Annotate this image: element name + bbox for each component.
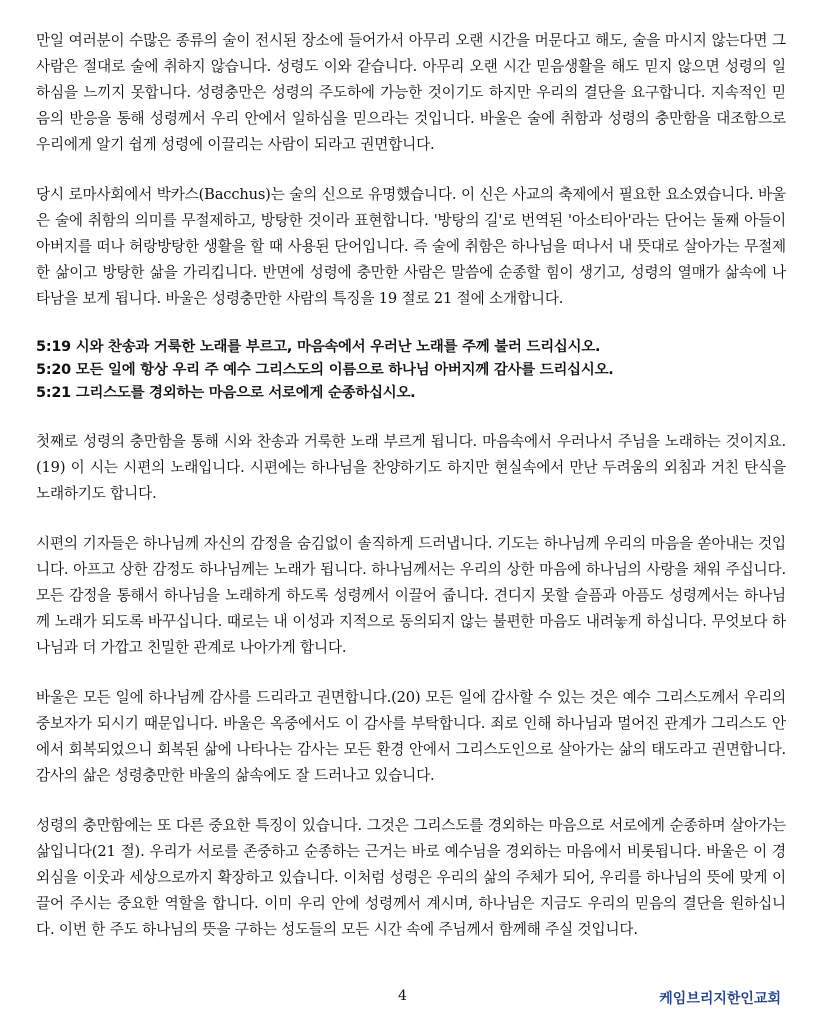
verse-5-21: 5:21 그리스도를 경외하는 마음으로 서로에게 순종하십시오. [36,385,416,401]
document-body [36,28,786,967]
paragraph-4: 시편의 기자들은 하나님께 자신의 감정을 숨김없이 솔직하게 드러냅니다. 기도는 하나님께 우리의 마음을 쏟아내는 것입니다. 아프고 상한 감정도 하나님께는 노래가 됩니다. 하나님께서는 우리의 상한 마음에 하나님의 사랑을 채워 주십니다. 모든 감정을 통해서 하나님을 노래하게 하도록 성령께서 이끌어 줍니다. 견디지 못할 슬픔과 아픔도 성령께서는 하나님께 노래가 되도록 바꾸십니다. 때로는 내 이성과 지적으로 동의되지 않는 불편한 마음도 내려놓게 하십니다. 무엇보다 하나님과 더 가깝고 친밀한 관계로 나아가게 합니다. [36,535,786,656]
scripture-verses [36,336,786,405]
paragraph-6: 성령의 충만함에는 또 다른 중요한 특징이 있습니다. 그것은 그리스도를 경외하는 마음으로 서로에게 순종하며 살아가는 삶입니다(21 절). 우리가 서로를 존중하고 순종하는 근거는 바로 예수님을 경외하는 마음에서 비롯됩니다. 바울은 이 경외심을 이웃과 세상으로까지 확장하고 있습니다. 이처럼 성령은 우리의 삶의 주체가 되어, 우리를 하나님의 뜻에 맞게 이끌어 주시는 중요한 역할을 합니다. 이미 우리 안에 성령께서 계시며, 하나님은 지금도 우리의 믿음의 결단을 원하십니다. 이번 한 주도 하나님의 뜻을 구하는 성도들의 모든 시간 속에 주님께서 함께해 주실 것입니다. [36,817,786,938]
paragraph-3: 첫째로 성령의 충만함을 통해 시와 찬송과 거룩한 노래 부르게 됩니다. 마음속에서 우러나서 주님을 노래하는 것이지요. (19) 이 시는 시편의 노래입니다. 시편에는 하나님을 찬양하기도 하지만 현실속에서 만난 두려움의 외침과 거친 탄식을 노래하기도 합니다. [36,433,786,502]
church-name: 케임브리지한인교회 [659,991,781,1007]
paragraph-2: 당시 로마사회에서 박카스(Bacchus)는 술의 신으로 유명했습니다. 이 신은 사교의 축제에서 필요한 요소였습니다. 바울은 술에 취함의 의미를 무절제하고, 방탕한 것이라 표현합니다. '방탕의 길'로 번역된 '아소티아'라는 단어는 둘째 아들이 아버지를 떠나 허랑방탕한 생활을 할 때 사용된 단어입니다. 즉 술에 취함은 하나님을 떠나서 내 뜻대로 살아가는 무절제한 삶이고 방탕한 삶을 가리킵니다. 반면에 성령에 충만한 사람은 말씀에 순종할 힘이 생기고, 성령의 열매가 삶속에 나타남을 보게 됩니다. 바울은 성령충만한 사람의 특징을 19 절로 21 절에 소개합니다. [36,186,786,307]
paragraph-5: 바울은 모든 일에 하나님께 감사를 드리라고 권면합니다.(20) 모든 일에 감사할 수 있는 것은 예수 그리스도께서 우리의 중보자가 되시기 때문입니다. 바울은 옥중에서도 이 감사를 부탁합니다. 죄로 인해 하나님과 멀어진 관계가 그리스도 안에서 회복되었으니 회복된 삶에 나타나는 감사는 모든 환경 안에서 그리스도인으로 살아가는 삶의 태도라고 권면합니다. 감사의 삶은 성령충만한 바울의 삶속에도 잘 드러나고 있습니다. [36,689,786,784]
page-number: 4 [398,988,407,1004]
paragraph-1: 만일 여러분이 수많은 종류의 술이 전시된 장소에 들어가서 아무리 오랜 시간을 머문다고 해도, 술을 마시지 않는다면 그 사람은 절대로 술에 취하지 않습니다. 성령도 이와 같습니다. 아무리 오랜 시간 믿음생활을 해도 믿지 않으면 성령의 일하심을 느끼지 못합니다. 성령충만은 성령의 주도하에 가능한 것이기도 하지만 우리의 결단을 요구합니다. 지속적인 믿음의 반응을 통해 성령께서 우리 안에서 일하심을 믿으라는 것입니다. 바울은 술에 취함과 성령의 충만함을 대조함으로 우리에게 알기 쉽게 성령에 이끌리는 사람이 되라고 권면합니다. [36,32,786,153]
verse-5-19: 5:19 시와 찬송과 거룩한 노래를 부르고, 마음속에서 우러난 노래를 주께 불러 드리십시오. [36,339,601,355]
verse-5-20: 5:20 모든 일에 항상 우리 주 예수 그리스도의 이름으로 하나님 아버지께 감사를 드리십시오. [36,362,614,378]
